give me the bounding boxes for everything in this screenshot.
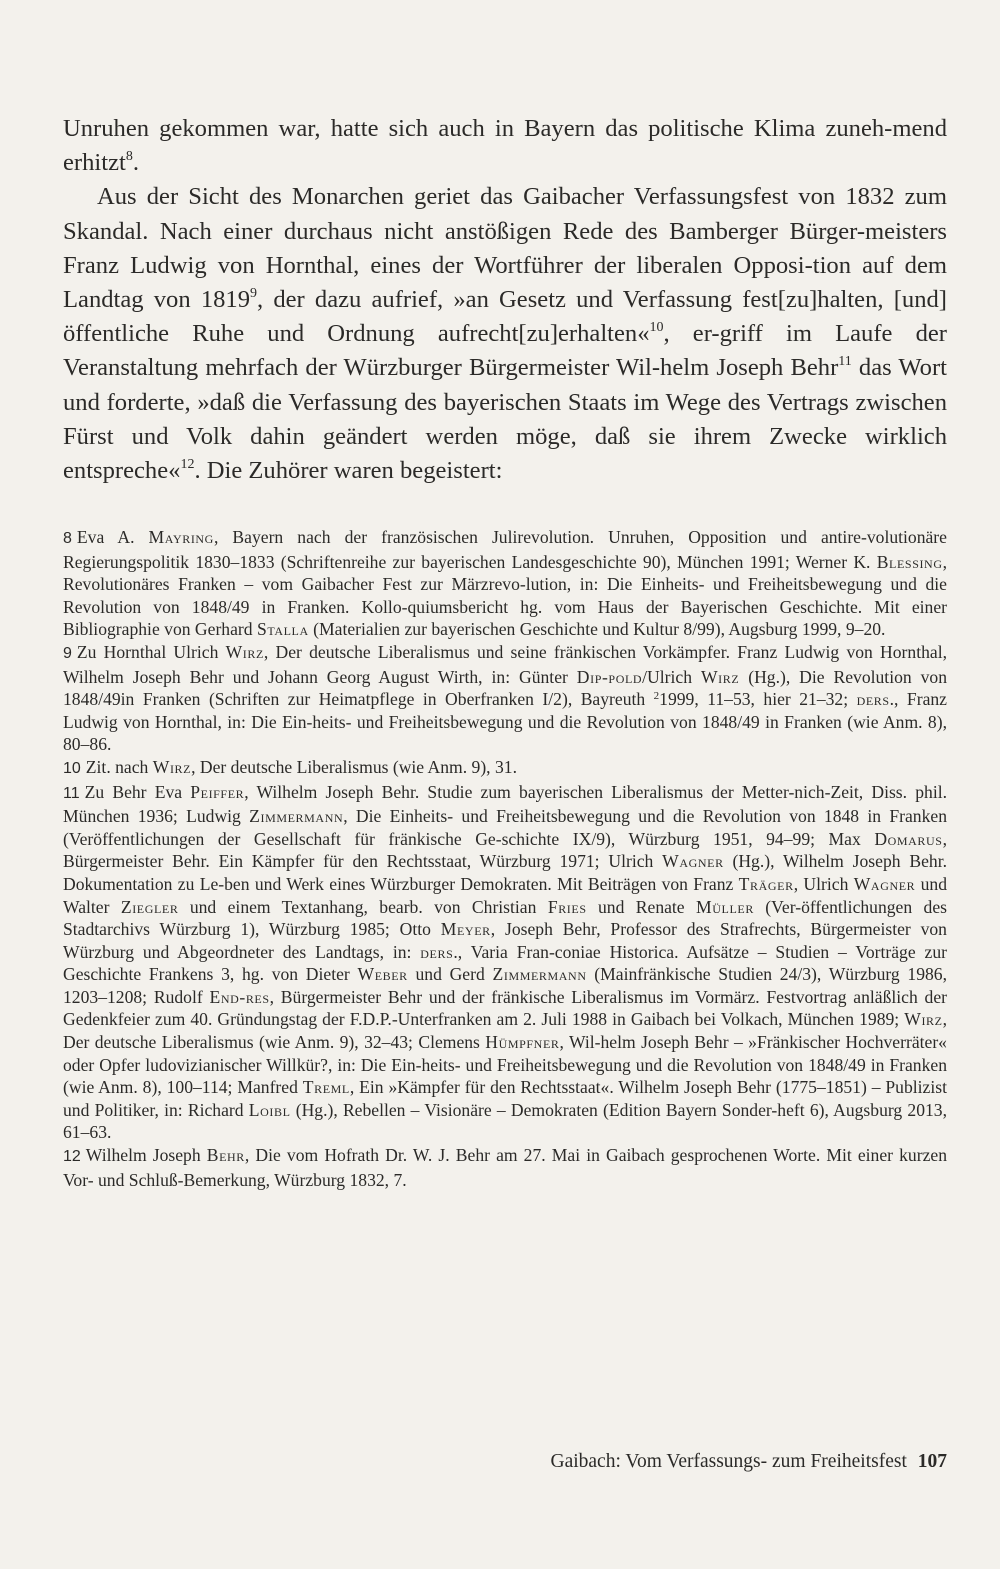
footnote-ref-12[interactable]: 12	[180, 457, 195, 473]
footnote-number: 9	[63, 644, 72, 662]
text-run: , Bürgermeister Behr. Ein Kämpfer für den Rechtsstaat, Würzburg 1971; Ulrich	[63, 828, 947, 872]
footnote-ref-8[interactable]: 8	[125, 149, 133, 165]
text-run: , Revolutionäres Franken – vom Gaibacher Fest zur Märzrevo-lution, in: Die Einheits- und Freiheitsbewegung und die Revolution von 1848/49 in Franken. Kollo-quiumsbericht hg. vom Haus der Bayerischen Geschichte. Mit einer Bibliographie von Gerhard	[63, 551, 947, 640]
running-title: Gaibach: Vom Verfassungs- zum Freiheitsfest	[550, 1451, 907, 1472]
author-name: Müller	[696, 896, 754, 917]
author-name: Wirz	[700, 666, 740, 687]
text-run: , Die Einheits- und Freiheitsbewegung und die Revolution von 1848 in Franken (Veröffentlichungen der Gesellschaft für fränkische Ge-schichte IX/9), Würzburg 1951, 94–99; Max	[63, 806, 948, 849]
footnote-ref-9[interactable]: 9	[250, 286, 258, 302]
text-run: 1999, 11–53, hier 21–32;	[659, 689, 857, 710]
footnote-number: 10	[63, 759, 81, 777]
author-name: Wirz	[225, 641, 264, 662]
author-name: Wagner	[662, 851, 724, 872]
author-name: Wagner	[853, 873, 916, 894]
author-name: Stalla	[256, 619, 309, 640]
footnote-10	[63, 756, 947, 781]
author-name: Treml	[302, 1077, 350, 1098]
author-name: End-res	[209, 986, 270, 1007]
text-run: , er-griff im Laufe der Veranstaltung mehrfach der Würzburger Bürgermeister Wil-helm Joseph Behr	[63, 320, 947, 382]
author-name: Ziegler	[120, 896, 179, 917]
author-name: Loibl	[248, 1099, 291, 1120]
main-body-text	[63, 112, 947, 488]
author-name: Träger	[738, 873, 794, 894]
author-name: Dip-pold	[576, 666, 643, 687]
text-run: , Wilhelm Joseph Behr. Studie zum bayerischen Liberalismus der Metter-nich-Zeit, Diss. phil. München 1936; Ludwig	[63, 781, 947, 827]
text-run: (Mainfränkische Studien 24/3), Würzburg 1986, 1203–1208; Rudolf	[63, 964, 948, 1007]
paragraph-2	[63, 180, 947, 488]
author-name: Hümpfner	[485, 1032, 560, 1053]
footnote-11	[63, 781, 947, 1145]
author-name: Behr	[206, 1145, 245, 1166]
author-name: Meyer	[440, 919, 491, 940]
author-name: ders	[856, 689, 890, 710]
text-run: das Wort und forderte, »daß die Verfassung des bayerischen Staats im Wege des Vertrags zwischen Fürst und Volk dahin geändert werden möge, daß sie ihrem Zwecke wirklich entspreche«	[63, 354, 947, 485]
text-run: (Materialien zur bayerischen Geschichte und Kultur 8/99), Augsburg 1999, 9–20.	[308, 619, 886, 640]
page-number: 107	[917, 1451, 947, 1472]
text-run: , Der deutsche Liberalismus (wie Anm. 9), 32–43; Clemens	[63, 1009, 947, 1053]
text-run: Wilhelm Joseph	[85, 1145, 207, 1166]
text-run: ., Franz Ludwig von Hornthal, in: Die Ein-heits- und Freiheitsbewegung und die Revolution von 1848/49 in Franken (wie Anm. 8), 80–86.	[63, 689, 947, 755]
text-run: , Wil-helm Joseph Behr – »Fränkischer Hochverräter« oder Opfer ludovizianischer Willkür?, in: Die Ein-heits- und Freiheitsbewegung und die Revolution von 1848/49 in Franken (wie Anm. 8), 100–114; Manfred	[63, 1032, 947, 1098]
author-name: Wirz	[904, 1009, 943, 1030]
text-run: , Der deutsche Liberalismus (wie Anm. 9), 31.	[191, 756, 517, 777]
edition-superscript: 2	[653, 690, 660, 703]
footnote-number: 11	[63, 784, 80, 802]
text-run: (Hg.), Die Revolution von 1848/49in Franken (Schriften zur Heimatpflege in Oberfranken I/2), Bayreuth	[63, 666, 947, 710]
text-run: , Bayern nach der französischen Julirevolution. Unruhen, Opposition und antire-volutionäre Regierungspolitik 1830–1833 (Schriftenreihe zur bayerischen Landesgeschichte 90), München 1991; Werner K.	[63, 527, 947, 572]
text-run: und Gerd	[407, 964, 493, 985]
text-run: Aus der Sicht des Monarchen geriet das Gaibacher Verfassungsfest von 1832 zum Skandal. Nach einer durchaus nicht anstößigen Rede des Bamberger Bürger-meisters Franz Ludwig von Hornthal, eines der Wortführer der liberalen Opposi-tion auf dem Landtag von 1819	[63, 183, 947, 314]
footnote-8	[63, 526, 947, 641]
author-name: Blessing	[876, 551, 943, 572]
paragraph-1	[63, 112, 947, 180]
text-run: , Die vom Hofrath Dr. W. J. Behr am 27. Mai in Gaibach gesprochenen Worte. Mit einer kurzen Vor- und Schluß-Bemerkung, Würzburg 1832, 7.	[63, 1145, 947, 1190]
text-run: , Ein »Kämpfer für den Rechtsstaat«. Wilhelm Joseph Behr (1775–1851) – Publizist und Politiker, in: Richard	[63, 1077, 947, 1120]
author-name: Mayring	[148, 527, 214, 547]
author-name: ders	[420, 941, 454, 962]
footnotes-section	[63, 526, 947, 1191]
footnote-number: 8	[63, 530, 72, 547]
text-run: , Ulrich	[793, 873, 854, 894]
author-name: Peiffer	[190, 781, 245, 802]
text-run: .	[132, 149, 139, 177]
text-run: , der dazu aufrief, »an Gesetz und Verfassung fest[zu]halten, [und] öffentliche Ruhe und Ordnung aufrecht[zu]erhalten«	[63, 286, 947, 348]
text-run: /Ulrich	[642, 666, 701, 687]
footnote-12	[63, 1144, 947, 1191]
text-run: . Die Zuhörer waren begeistert:	[194, 457, 503, 485]
author-name: Fries	[547, 896, 587, 917]
text-run: (Hg.), Wilhelm Joseph Behr. Dokumentation zu Le-ben und Werk eines Würzburger Demokraten. Mit Beiträgen von Franz	[63, 851, 947, 894]
text-run: (Ver-öffentlichungen des Stadtarchivs Würzburg 1), Würzburg 1985; Otto	[63, 896, 948, 940]
author-name: Wirz	[152, 756, 192, 777]
footnote-number: 12	[63, 1148, 81, 1166]
author-name: Weber	[357, 964, 408, 985]
text-run: und einem Textanhang, bearb. von Christian	[178, 896, 548, 917]
author-name: Zimmermann	[492, 964, 587, 985]
text-run: , Der deutsche Liberalismus und seine fränkischen Vorkämpfer. Franz Ludwig von Hornthal, Wilhelm Joseph Behr und Johann Georg August Wirth, in: Günter	[63, 641, 947, 687]
text-run: (Hg.), Rebellen – Visionäre – Demokraten (Edition Bayern Sonder-heft 6), Augsburg 2013, 61–63.	[63, 1099, 947, 1143]
text-run: Zu Hornthal Ulrich	[76, 641, 226, 662]
text-run: Eva A.	[76, 527, 149, 547]
author-name: Zimmermann	[249, 806, 344, 827]
text-run: ., Varia Fran-coniae Historica. Aufsätze – Studien – Vorträge zur Geschichte Frankens 3, hg. von Dieter	[63, 941, 947, 985]
text-run: Zit. nach	[85, 756, 153, 777]
text-run: und Renate	[586, 896, 697, 917]
footnote-9	[63, 641, 947, 756]
text-run: und Walter	[63, 873, 947, 917]
text-run: Unruhen gekommen war, hatte sich auch in Bayern das politische Klima zuneh-mend erhitzt	[63, 115, 947, 177]
text-run: , Bürgermeister Behr und der fränkische Liberalismus im Vormärz. Festvortrag anläßlich der Gedenkfeier zum 40. Gründungstag der F.D.P.-Unterfranken am 2. Juli 1988 in Gaibach bei Volkach, München 1989;	[63, 986, 948, 1030]
footnote-ref-10[interactable]: 10	[649, 320, 664, 336]
text-run: , Joseph Behr, Professor des Strafrechts, Bürgermeister von Würzburg und Abgeordneter des Landtags, in:	[63, 919, 947, 962]
text-run: Zu Behr Eva	[84, 781, 191, 802]
author-name: Domarus	[874, 828, 943, 849]
footnote-ref-11[interactable]: 11	[838, 354, 852, 370]
page-footer	[551, 1451, 948, 1473]
